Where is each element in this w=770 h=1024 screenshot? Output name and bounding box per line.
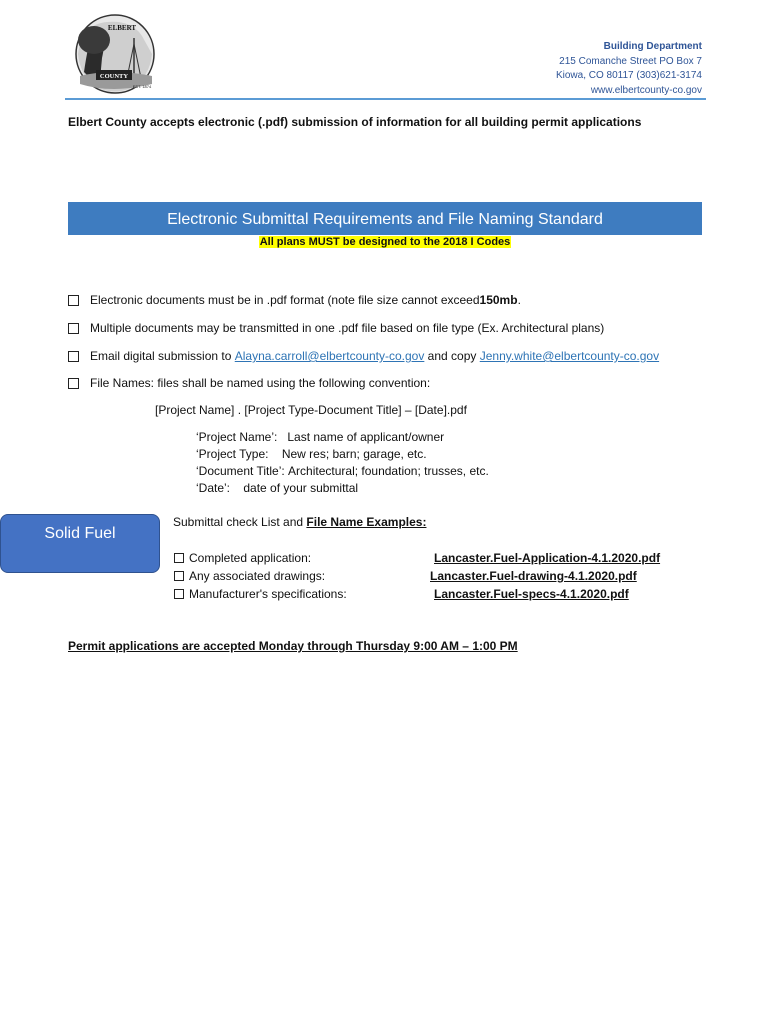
checkbox-icon[interactable]	[68, 323, 79, 334]
definition-row	[196, 463, 489, 480]
permit-hours: Permit applications are accepted Monday through Thursday 9:00 AM – 1:00 PM	[68, 639, 518, 653]
email-link-alayna[interactable]: Alayna.carroll@elbertcounty-co.gov	[234, 349, 425, 363]
requirement-text: Electronic documents must be in .pdf format (note file size cannot exceed	[90, 293, 480, 307]
naming-convention-definitions	[196, 429, 489, 497]
department-street: 215 Comanche Street PO Box 7	[559, 55, 702, 67]
checklist-item	[174, 551, 311, 565]
intro-text: Elbert County accepts electronic (.pdf) submission of information for all building permit applications	[68, 115, 642, 129]
elbert-county-logo	[72, 14, 158, 94]
permit-type-label: Solid Fuel	[0, 514, 160, 573]
definition-key: ‘Date’:	[196, 481, 244, 495]
requirement-item-file-names	[68, 376, 430, 390]
definition-value: date of your submittal	[243, 481, 359, 495]
header-divider	[65, 98, 706, 100]
department-city-phone: Kiowa, CO 80117 (303)621-3174	[555, 70, 702, 81]
requirement-text-mid: and copy	[424, 349, 480, 363]
requirement-item-email	[68, 349, 659, 363]
definition-value: Last name of applicant/owner	[287, 430, 445, 444]
definition-row	[196, 429, 489, 446]
logo-top-text: ELBERT	[107, 24, 137, 32]
department-address	[556, 40, 702, 98]
requirement-text: Multiple documents may be transmitted in one .pdf file based on file type (Ex. Architectural plans)	[90, 321, 605, 335]
definition-value: New res; barn; garage, etc.	[281, 447, 427, 461]
logo-bottom-text: COUNTY	[99, 73, 129, 80]
definition-key: ‘Document Title’:	[196, 464, 289, 478]
requirement-item-multiple-documents	[68, 321, 604, 335]
codes-note	[0, 236, 770, 248]
definition-value: Architectural; foundation; trusses, etc.	[288, 464, 489, 478]
checklist-item-filename: Lancaster.Fuel-drawing-4.1.2020.pdf	[430, 569, 637, 583]
definition-key: ‘Project Name’:	[196, 430, 288, 444]
checkbox-icon[interactable]	[174, 571, 184, 581]
codes-note-highlight: All plans MUST be designed to the 2018 I Codes	[259, 236, 511, 248]
checkbox-icon[interactable]	[174, 589, 184, 599]
section-banner: Electronic Submittal Requirements and File Naming Standard	[68, 202, 702, 235]
logo-est-text: EST. 1874	[132, 84, 152, 89]
checkbox-icon[interactable]	[68, 378, 79, 389]
requirement-text: File Names: files shall be named using the following convention:	[90, 376, 431, 390]
checklist-item	[174, 569, 325, 583]
requirement-item-pdf-format	[68, 293, 521, 307]
checklist-item-label: Manufacturer's specifications:	[189, 587, 347, 601]
definition-row	[196, 480, 489, 497]
checkbox-icon[interactable]	[174, 553, 184, 563]
requirement-text: Email digital submission to	[90, 349, 235, 363]
checklist-item	[174, 587, 347, 601]
department-name: Building Department	[603, 41, 702, 52]
checklist-item-label: Any associated drawings:	[189, 569, 326, 583]
checkbox-icon[interactable]	[68, 351, 79, 362]
checklist-title-prefix: Submittal check List and	[173, 515, 307, 529]
requirement-size-limit: 150mb	[479, 293, 518, 307]
checklist-item-filename: Lancaster.Fuel-specs-4.1.2020.pdf	[434, 587, 629, 601]
naming-convention-pattern: [Project Name] . [Project Type-Document Title] – [Date].pdf	[155, 403, 467, 417]
checklist-title-examples: File Name Examples:	[306, 515, 427, 529]
checkbox-icon[interactable]	[68, 295, 79, 306]
department-website: www.elbertcounty-co.gov	[590, 84, 702, 96]
checklist-item-filename: Lancaster.Fuel-Application-4.1.2020.pdf	[434, 551, 661, 565]
definition-key: ‘Project Type:	[196, 447, 282, 461]
definition-row	[196, 446, 489, 463]
email-link-jenny[interactable]: Jenny.white@elbertcounty-co.gov	[479, 349, 660, 363]
checklist-item-label: Completed application:	[189, 551, 312, 565]
requirement-period: .	[517, 293, 521, 307]
checklist-title	[173, 515, 426, 529]
